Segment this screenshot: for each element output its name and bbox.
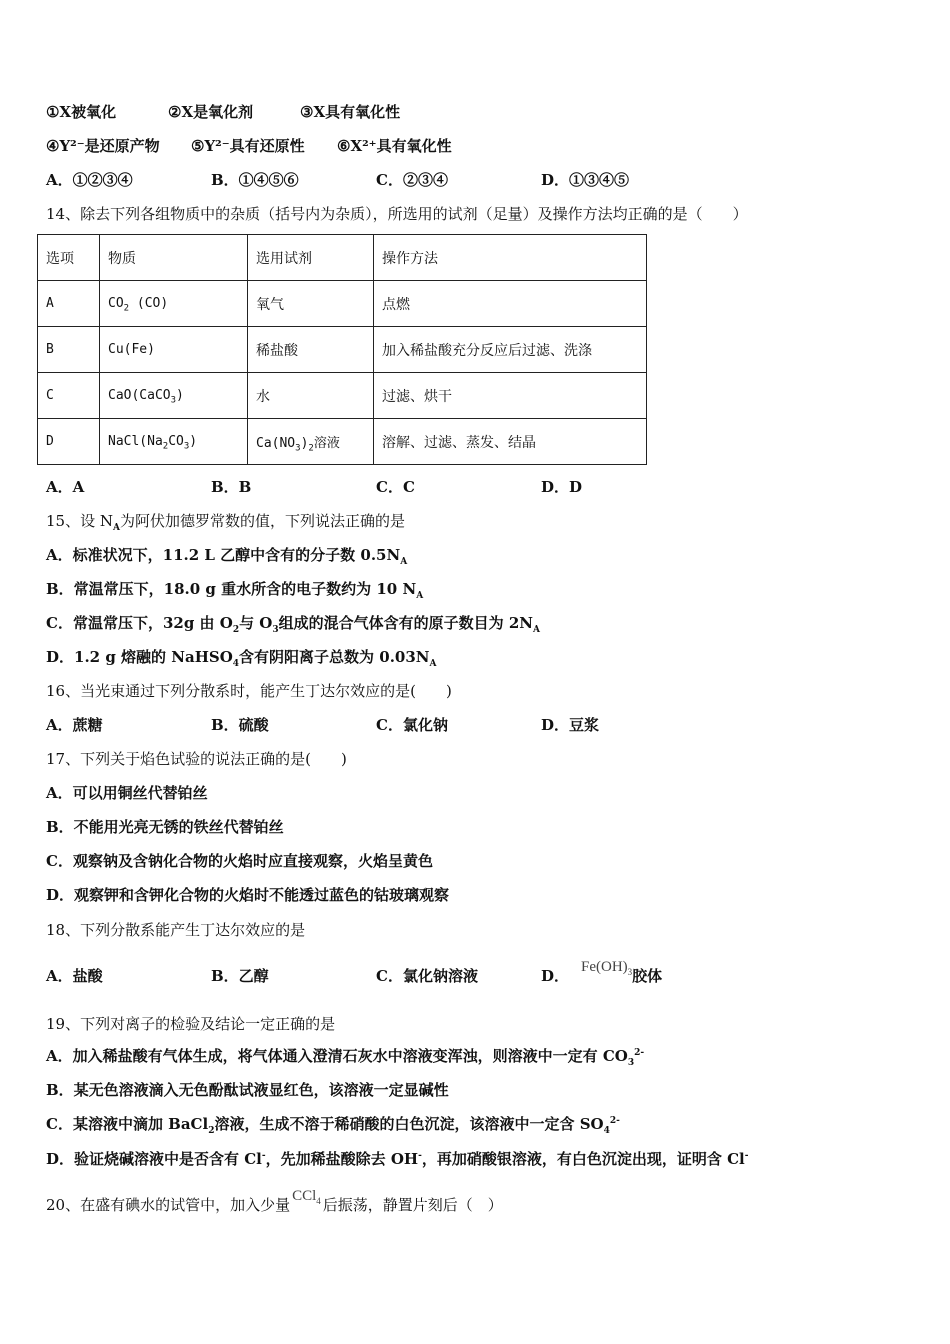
- q13-option-b[interactable]: B．①④⑤⑥: [211, 171, 299, 189]
- q19-option-c[interactable]: C．某溶液中滴加 BaCl$_2$溶液，生成不溶于稀硝酸的白色沉淀，该溶液中一定含 $SO_4^{2-}$: [46, 1115, 620, 1136]
- q13-option-d[interactable]: D．①③④⑤: [541, 171, 630, 189]
- q18-option-d[interactable]: D． $Fe(OH)_3$胶体: [541, 959, 663, 985]
- statement-6: ⑥X²⁺具有氧化性: [337, 137, 452, 155]
- table-cell: A: [38, 281, 100, 327]
- q14-stem: 14、除去下列各组物质中的杂质（括号内为杂质），所选用的试剂（足量）及操作方法均正确的是（ ）: [46, 205, 748, 223]
- table-cell: 水: [248, 373, 374, 419]
- q18-option-c[interactable]: C．氯化钠溶液: [376, 967, 478, 985]
- table-cell: 溶解、过滤、蒸发、结晶: [374, 419, 647, 465]
- table-cell: $Ca(NO_3)_2$溶液: [248, 419, 374, 465]
- q16-option-d[interactable]: D．豆浆: [541, 716, 600, 734]
- table-cell: C: [38, 373, 100, 419]
- q19-option-a[interactable]: A．加入稀盐酸有气体生成，将气体通入澄清石灰水中溶液变浑浊，则溶液中一定有 $CO_3^{2-}$: [46, 1047, 645, 1068]
- q15-option-b[interactable]: B．常温常压下，18.0 g 重水所含的电子数约为 10 $N_A$: [46, 580, 424, 601]
- q16-stem: 16、当光束通过下列分散系时，能产生丁达尔效应的是( ): [46, 682, 452, 700]
- q14-option-c[interactable]: C．C: [376, 478, 415, 496]
- statement-2: ②X是氧化剂: [168, 103, 254, 121]
- q19-stem: 19、下列对离子的检验及结论一定正确的是: [46, 1015, 336, 1033]
- q16-option-c[interactable]: C．氯化钠: [376, 716, 448, 734]
- q17-option-a[interactable]: A．可以用铜丝代替铂丝: [46, 784, 208, 802]
- q13-option-c[interactable]: C．②③④: [376, 171, 448, 189]
- q14-options: [46, 477, 582, 497]
- table-header: 操作方法: [374, 235, 647, 281]
- table-row: [38, 327, 647, 373]
- table-cell: 稀盐酸: [248, 327, 374, 373]
- q16-options: [46, 715, 599, 735]
- table-cell: 氧气: [248, 281, 374, 327]
- table-header: 选项: [38, 235, 100, 281]
- table-row: [38, 373, 647, 419]
- q14-table: [37, 234, 647, 465]
- table-row: [38, 281, 647, 327]
- q15-option-d[interactable]: D．1.2 g 熔融的 NaHSO$_4$含有阴阳离子总数为 $0.03N_A$: [46, 648, 437, 669]
- table-cell: 加入稀盐酸充分反应后过滤、洗涤: [374, 327, 647, 373]
- statement-5: ⑤Y²⁻具有还原性: [191, 137, 305, 155]
- q16-option-a[interactable]: A．蔗糖: [46, 716, 103, 734]
- table-header: 物质: [100, 235, 248, 281]
- statement-4: ④Y²⁻是还原产物: [46, 137, 160, 155]
- q18-options: [46, 959, 663, 987]
- q14-option-a[interactable]: A．A: [46, 478, 85, 496]
- q18-option-a[interactable]: A．盐酸: [46, 967, 103, 985]
- q15-option-c[interactable]: C．常温常压下，32g 由 $O_2$与 $O_3$组成的混合气体含有的原子数目为 $2N_A$: [46, 614, 540, 635]
- q15-stem: 15、设 $N_A$为阿伏加德罗常数的值，下列说法正确的是: [46, 512, 405, 533]
- statement-3: ③X具有氧化性: [300, 103, 401, 121]
- q17-option-d[interactable]: D．观察钾和含钾化合物的火焰时不能透过蓝色的钴玻璃观察: [46, 886, 450, 904]
- statement-1: ①X被氧化: [46, 103, 117, 121]
- table-cell: 过滤、烘干: [374, 373, 647, 419]
- q13-options: [46, 170, 629, 190]
- q19-option-d[interactable]: D．验证烧碱溶液中是否含有 Cl-，先加稀盐酸除去 OH-，再加硝酸银溶液，有白色沉淀出现，证明含 Cl-: [46, 1150, 749, 1168]
- table-header-row: [38, 235, 647, 281]
- table-cell: 点燃: [374, 281, 647, 327]
- q15-option-a[interactable]: A．标准状况下，11.2 L 乙醇中含有的分子数 $0.5N_A$: [46, 546, 408, 567]
- q13-statements-line1: [46, 102, 400, 122]
- q16-option-b[interactable]: B．硫酸: [211, 716, 269, 734]
- table-cell: CaO(CaCO$_3$): [100, 373, 248, 419]
- q17-stem: 17、下列关于焰色试验的说法正确的是( ): [46, 750, 347, 768]
- table-cell: Cu(Fe): [100, 327, 248, 373]
- table-cell: $NaCl(Na_2CO_3)$: [100, 419, 248, 465]
- q18-option-b[interactable]: B．乙醇: [211, 967, 269, 985]
- q18-stem: 18、下列分散系能产生丁达尔效应的是: [46, 921, 306, 939]
- q14-option-b[interactable]: B．B: [211, 478, 252, 496]
- table-row: [38, 419, 647, 465]
- table-cell: B: [38, 327, 100, 373]
- q17-option-b[interactable]: B．不能用光亮无锈的铁丝代替铂丝: [46, 818, 284, 836]
- table-header: 选用试剂: [248, 235, 374, 281]
- q19-option-b[interactable]: B．某无色溶液滴入无色酚酞试液显红色，该溶液一定显碱性: [46, 1081, 449, 1099]
- table-cell: $CO_2$ (CO): [100, 281, 248, 327]
- q14-option-d[interactable]: D．D: [541, 478, 583, 496]
- q17-option-c[interactable]: C．观察钠及含钠化合物的火焰时应直接观察，火焰呈黄色: [46, 852, 433, 870]
- q13-option-a[interactable]: A．①②③④: [46, 171, 133, 189]
- table-cell: D: [38, 419, 100, 465]
- q20-stem: 20、在盛有碘水的试管中，加入少量 CCl$_4$ 后振荡，静置片刻后（ ）: [46, 1188, 503, 1214]
- q13-statements-line2: [46, 136, 452, 156]
